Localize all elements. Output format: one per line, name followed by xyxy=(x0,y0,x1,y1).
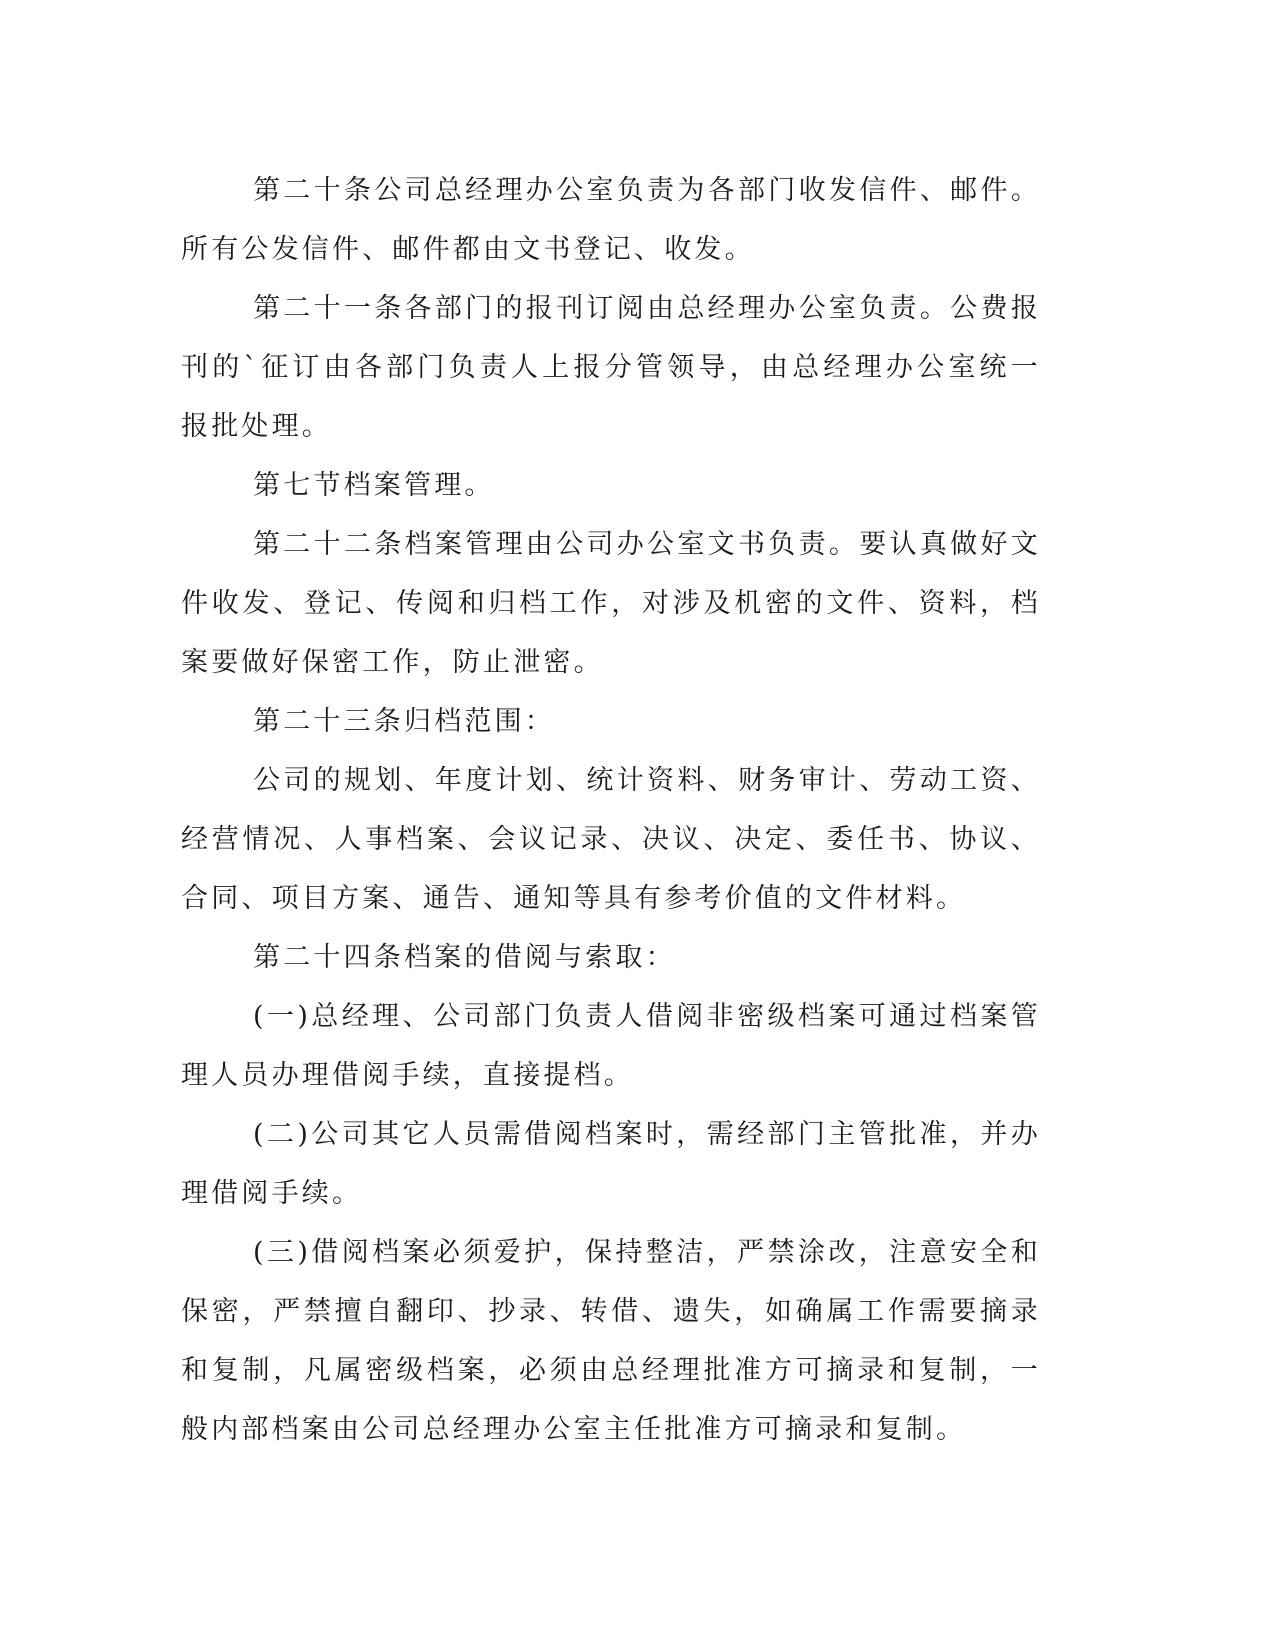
paragraph-article-22: 第二十二条档案管理由公司办公室文书负责。要认真做好文件收发、登记、传阅和归档工作，对涉及机密的文件、资料，档案要做好保密工作，防止泄密。 xyxy=(181,529,1041,678)
document-body xyxy=(181,161,1041,1459)
paragraph-article-21: 第二十一条各部门的报刊订阅由总经理办公室负责。公费报刊的`征订由各部门负责人上报分管领导，由总经理办公室统一报批处理。 xyxy=(181,293,1041,442)
section-heading-archive-management: 第七节档案管理。 xyxy=(253,470,495,501)
paragraph-article-24: 第二十四条档案的借阅与索取： xyxy=(253,942,676,973)
paragraph-article-23: 第二十三条归档范围： xyxy=(253,706,555,737)
paragraph-item-3: (三)借阅档案必须爱护，保持整洁，严禁涂改，注意安全和保密，严禁擅自翻印、抄录、转借、遗失，如确属工作需要摘录和复制，凡属密级档案，必须由总经理批准方可摘录和复制，一般内部档案由公司总经理办公室主任批准方可摘录和复制。 xyxy=(181,1237,1041,1445)
paragraph-archive-scope: 公司的规划、年度计划、统计资料、财务审计、劳动工资、经营情况、人事档案、会议记录、决议、决定、委任书、协议、合同、项目方案、通告、通知等具有参考价值的文件材料。 xyxy=(181,765,1041,914)
paragraph-item-2: (二)公司其它人员需借阅档案时，需经部门主管批准，并办理借阅手续。 xyxy=(181,1119,1041,1209)
paragraph-item-1: (一)总经理、公司部门负责人借阅非密级档案可通过档案管理人员办理借阅手续，直接提档。 xyxy=(181,1001,1041,1091)
paragraph-article-20: 第二十条公司总经理办公室负责为各部门收发信件、邮件。所有公发信件、邮件都由文书登记、收发。 xyxy=(181,175,1041,265)
